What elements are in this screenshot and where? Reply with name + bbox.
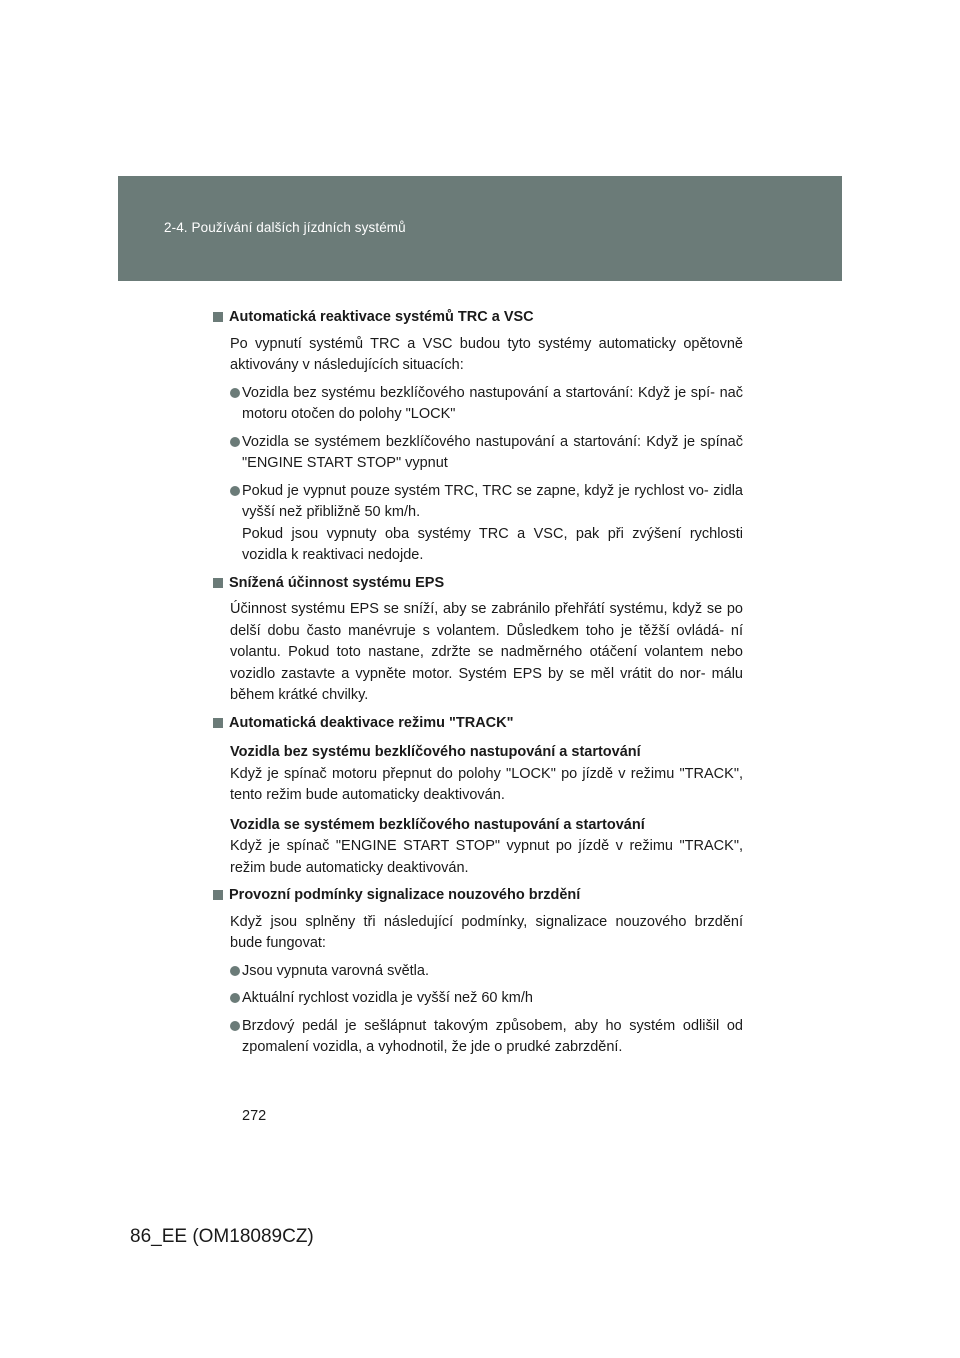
subsection-heading: Vozidla bez systému bezklíčového nastupování a startování bbox=[230, 744, 641, 760]
section-heading-text: Provozní podmínky signalizace nouzového brzdění bbox=[229, 887, 581, 903]
list-item bbox=[230, 988, 743, 1010]
circle-bullet-icon bbox=[230, 486, 240, 496]
circle-bullet-icon bbox=[230, 966, 240, 976]
circle-bullet-icon bbox=[230, 437, 240, 447]
square-bullet-icon bbox=[213, 718, 223, 728]
section-paragraph: Po vypnutí systémů TRC a VSC budou tyto systémy automaticky opětovně aktivovány v následujících situacích: bbox=[230, 335, 743, 373]
section-heading bbox=[213, 713, 743, 735]
section-heading bbox=[213, 307, 743, 329]
page-content bbox=[213, 307, 743, 1059]
chapter-header bbox=[118, 176, 842, 281]
circle-bullet-icon bbox=[230, 388, 240, 398]
section-heading-text: Automatická deaktivace režimu "TRACK" bbox=[229, 714, 514, 731]
square-bullet-icon bbox=[213, 890, 223, 900]
subsection-text: Když je spínač motoru přepnut do polohy "LOCK" po jízdě v režimu "TRACK", tento režim bude automaticky deaktivován. bbox=[230, 765, 743, 803]
page-number: 272 bbox=[242, 1108, 267, 1124]
section-heading bbox=[213, 573, 743, 595]
list-item-text: Jsou vypnuta varovná světla. bbox=[242, 962, 429, 979]
list-item bbox=[230, 383, 743, 426]
manual-code: 86_EE (OM18089CZ) bbox=[130, 1226, 314, 1247]
section-paragraph: Když jsou splněny tři následující podmínky, signalizace nouzového brzdění bude fungovat: bbox=[230, 913, 743, 951]
circle-bullet-icon bbox=[230, 993, 240, 1003]
circle-bullet-icon bbox=[230, 1021, 240, 1031]
section-heading-text: Snížená účinnost systému EPS bbox=[229, 574, 445, 591]
square-bullet-icon bbox=[213, 312, 223, 322]
list-item bbox=[230, 432, 743, 475]
subsection-text: Když je spínač "ENGINE START STOP" vypnut po jízdě v režimu "TRACK", režim bude automaticky deaktivován. bbox=[230, 838, 743, 876]
square-bullet-icon bbox=[213, 578, 223, 588]
list-item bbox=[230, 1016, 743, 1059]
list-item-text: Pokud jsou vypnuty oba systémy TRC a VSC, pak při zvýšení rychlosti vozidla k reaktivaci nedojde. bbox=[242, 525, 743, 563]
list-item-text: Pokud je vypnut pouze systém TRC, TRC se zapne, když je rychlost vo- zidla vyšší než přibližně 50 km/h. bbox=[242, 482, 743, 520]
list-item bbox=[230, 481, 743, 567]
section-paragraph: Účinnost systému EPS se sníží, aby se zabránilo přehřátí systému, když se po delší dobu často manévruje s volantem. Důsledkem toho je těžší ovládá- ní volantu. Pokud toto nastane, zdržte se nadměrného otáčení volantem nebo vozidlo zastavte a vypněte motor. Systém EPS by se měl vrátit do nor- málu během krátké chvilky. bbox=[230, 601, 743, 703]
list-item-text: Aktuální rychlost vozidla je vyšší než 60 km/h bbox=[242, 990, 533, 1006]
list-item bbox=[230, 961, 743, 983]
subsection-heading: Vozidla se systémem bezklíčového nastupování a startování bbox=[230, 816, 645, 833]
list-item-text: Vozidla bez systému bezklíčového nastupování a startování: Když je spí- nač motoru otočen do polohy "LOCK" bbox=[242, 384, 743, 422]
list-item-text: Brzdový pedál je sešlápnut takovým způsobem, aby ho systém odlišil od zpomalení vozidla, a vyhodnotil, že jde o prudké zabrzdění. bbox=[242, 1017, 743, 1055]
list-item-text: Vozidla se systémem bezklíčového nastupování a startování: Když je spínač "ENGINE START STOP" vypnut bbox=[242, 433, 743, 471]
section-heading-text: Automatická reaktivace systémů TRC a VSC bbox=[229, 309, 534, 325]
section-heading bbox=[213, 885, 743, 907]
chapter-title: 2-4. Používání dalších jízdních systémů bbox=[164, 220, 406, 235]
